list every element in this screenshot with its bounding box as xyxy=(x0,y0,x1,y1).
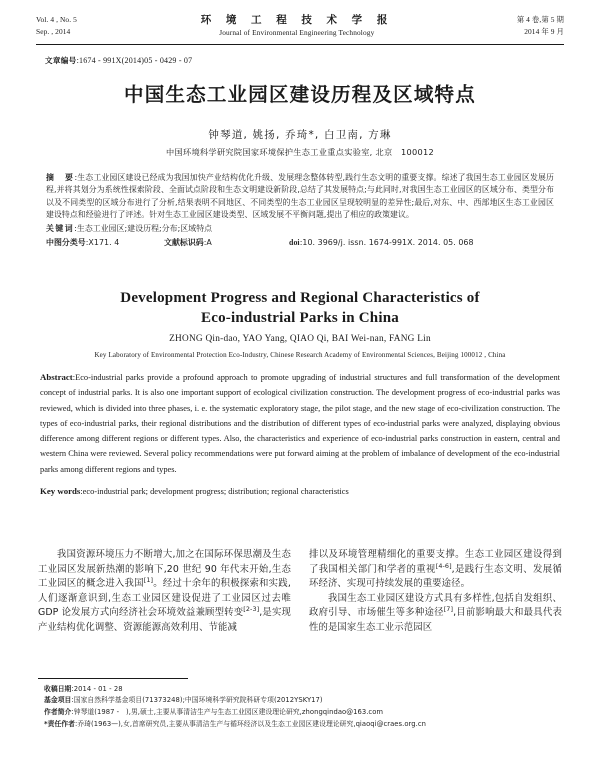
volume-issue-cn: 第 4 卷,第 5 期 xyxy=(516,15,564,24)
body-paragraph xyxy=(309,548,562,592)
keywords-label-en: Key words xyxy=(40,486,81,497)
article-number xyxy=(45,55,192,67)
citation-ref: [1] xyxy=(143,576,154,585)
abstract-label-cn: 摘 要 xyxy=(46,173,75,182)
article-number-label: 文章编号 xyxy=(45,56,77,65)
body-text-segment: 排以及环境管理精细化的重要支撑。生态工业园区建设得到了我国相关部门和学者的重视 xyxy=(309,549,562,575)
keywords-text-en: :eco-industrial park; development progress; distribution; regional characteristics xyxy=(80,487,349,497)
affiliation-en: Key Laboratory of Environmental Protection Eco-Industry, Chinese Research Academy of Environmental Sciences, Beijing 100012 , China xyxy=(94,351,506,359)
abstract-text-cn: :生态工业园区建设已经成为我国加快产业结构优化升级、发展理念整体转型,践行生态文明的重要支撑。综述了我国生态工业园区发展历程,并将其划分为系统性探索阶段、全面试点阶段和生态文明建设新阶段,总结了其发展特点;与此同时,对我国生态工业园区的区域分布、类型分布以及不同类型的区域分布进行了分析,结果表明不同地区、不同类型的生态工业园区呈现较明显的差异性;最后,对东、中、西部地区生态工业园区建设特点和经验进行了评述。针对生态工业园区建设类型、区域发展不平衡问题,提出了相应的政策建议。 xyxy=(46,173,554,220)
abstract-block-en xyxy=(40,370,560,499)
clc-value: :X171. 4 xyxy=(85,237,120,247)
body-columns xyxy=(38,548,562,668)
body-text-segment: 我国生态工业园区建设方式具有多样性,包括自发组织、政府引导、市场催生等多种途径 xyxy=(309,592,562,619)
citation-ref: [4-6] xyxy=(435,561,452,570)
received-date-label: 收稿日期 xyxy=(44,685,72,693)
footnote-corresponding-author xyxy=(44,719,562,730)
abstract-block-cn xyxy=(46,172,554,249)
body-column-right xyxy=(309,548,562,668)
body-text-segment: 我国资源环境压力不断增大,加之在国际环保思潮及生态工业园区发展新热潮的影响下,20 世纪 90 年代末开始,生态工业园区的概念进入我国 xyxy=(38,549,291,590)
header-divider xyxy=(36,44,564,45)
footnote-author-bio xyxy=(44,707,562,718)
article-number-value: :1674 - 991X(2014)05 - 0429 - 07 xyxy=(76,56,193,65)
page-title-en xyxy=(60,288,540,328)
footnote-funding xyxy=(44,695,562,706)
corresponding-author-label: *责任作者 xyxy=(44,720,75,729)
clc-label: 中图分类号 xyxy=(46,237,86,247)
abstract-en xyxy=(40,370,560,477)
footnote-divider xyxy=(38,678,188,679)
classification-row xyxy=(46,237,554,249)
corresponding-author-value: :乔琦(1963—),女,首席研究员,主要从事清洁生产与循环经济以及生态工业园区建设理论研究,qiaoqi@craes.org.cn xyxy=(75,720,426,729)
journal-title-en: Journal of Environmental Engineering Technology xyxy=(219,28,375,37)
authors-cn: 钟琴道, 姚扬, 乔琦*, 白卫南, 方琳 xyxy=(208,129,392,141)
footnotes xyxy=(44,684,562,731)
date-cn: 2014 年 9 月 xyxy=(524,26,564,36)
citation-ref: [7] xyxy=(443,605,454,614)
page-title-en-line1: Development Progress and Regional Characteristics of xyxy=(120,290,480,306)
body-column-left xyxy=(38,548,291,668)
abstract-label-en: Abstract xyxy=(40,372,73,382)
doi xyxy=(289,237,554,249)
body-text-segment: ,是践行生态文明、发展循环经济、实现可持续发展的重要途径。 xyxy=(309,563,562,590)
document-code xyxy=(164,237,289,249)
body-text-segment: ,是实现产业结构优化调整、资源能源高效利用、节能减 xyxy=(38,607,291,633)
keywords-cn xyxy=(46,223,554,235)
journal-title-cn: 环 境 工 程 技 术 学 报 xyxy=(200,14,393,26)
page-title-cn: 中国生态工业园区建设历程及区域特点 xyxy=(124,83,476,106)
author-bio-label: 作者简介 xyxy=(44,707,72,716)
doi-label: doi xyxy=(289,237,300,247)
date-en: Sep. , 2014 xyxy=(36,26,71,36)
affiliation-cn: 中国环境科学研究院国家环境保护生态工业重点实验室, 北京 100012 xyxy=(165,147,435,157)
body-text-segment: ,目前影响最大和最具代表性的是国家生态工业示范园区 xyxy=(309,607,562,633)
document-code-value: :A xyxy=(203,237,212,247)
abstract-cn xyxy=(46,172,554,222)
abstract-text-en: :Eco-industrial parks provide a profound approach to promote upgrading of industrial structures and full transformation of the development concept of industrial parks. It is also one important support of ecological civilization construction. The development progress of eco-industrial parks was reviewed, which is divided into three phases, i. e. the systematic exploratory stage, the pilot stage, and the new stage of eco-civilization construction. The types of eco-industrial parks, their regional distributions and the distribution of different types of eco-industrial parks were analyzed, displaying obvious difference among different regions or different types. Also, the characteristics and experience of eco-industrial parks construction in eastern, central and western China were reviewed. Several policy recommendations were put forward aiming at the problem of imbalance of development of the eco-industrial parks among different regions and types. xyxy=(40,373,560,474)
funding-value: :国家自然科学基金项目(71373248);中国环境科学研究院科研专项(2012YSKY17) xyxy=(71,696,323,705)
keywords-text-cn: :生态工业园区;建设历程;分布;区域特点 xyxy=(74,223,213,233)
author-bio-value: :钟琴道(1987 - ),男,硕士,主要从事清洁生产与生态工业园区建设理论研究,zhongqindao@163.com xyxy=(71,707,384,716)
running-head-left xyxy=(36,14,77,37)
document-code-label: 文献标识码 xyxy=(164,237,204,247)
body-paragraph xyxy=(309,592,562,636)
keywords-en xyxy=(40,484,560,499)
running-head-right xyxy=(517,14,564,37)
authors-en: ZHONG Qin-dao, YAO Yang, QIAO Qi, BAI Wei-nan, FANG Lin xyxy=(169,334,431,344)
footnote-received-date xyxy=(44,684,562,695)
funding-label: 基金项目 xyxy=(44,696,72,705)
doi-value: :10. 3969/j. issn. 1674-991X. 2014. 05. 068 xyxy=(299,237,474,247)
clc-number xyxy=(46,237,164,249)
keywords-label-cn: 关键词 xyxy=(46,223,75,233)
volume-issue-en: Vol. 4 , No. 5 xyxy=(36,15,77,24)
body-text-segment: 。经过十余年的积极探索和实践,人们逐渐意识到,生态工业园区建设促进了工业园区过去唯 GDP 论发展方式向经济社会环境效益兼顾型转变 xyxy=(38,578,291,619)
running-head-center xyxy=(77,14,517,38)
page-title-en-line2: Eco-industrial Parks in China xyxy=(201,310,399,326)
citation-ref: [2-3] xyxy=(243,605,260,614)
running-head xyxy=(36,14,564,44)
body-paragraph xyxy=(38,548,291,636)
received-date-value: :2014 - 01 - 28 xyxy=(71,685,123,693)
